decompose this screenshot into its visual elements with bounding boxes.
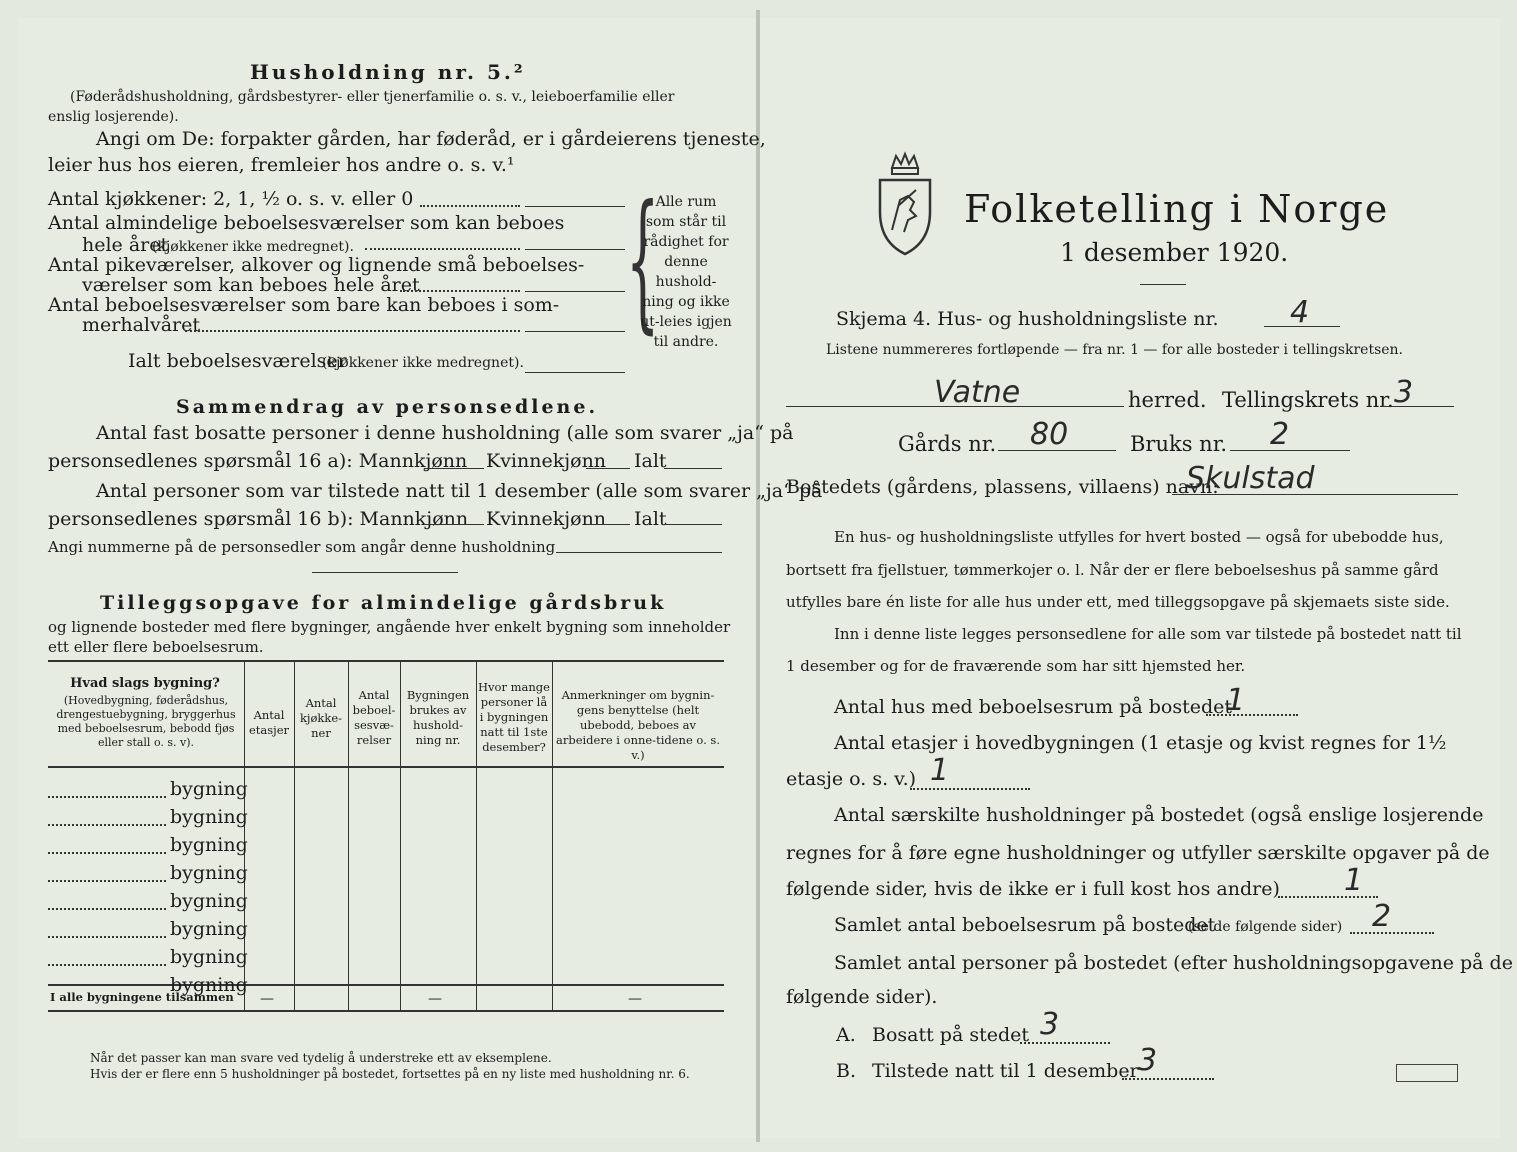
header-remarks: Anmerkninger om bygnin-gens benyttelse (helt ubebodd, beboes av arbeidere i onne-tidene o. s. v.): [555, 688, 720, 762]
persons-question-1: Samlet antal personer på bostedet (efter husholdningsopgavene på de: [834, 952, 1513, 974]
brace-symbol: {: [626, 174, 660, 348]
households-line[interactable]: [1278, 896, 1378, 898]
total-rooms-note: (kjøkkener ikke medregnet).: [322, 355, 524, 371]
paragraph-1a: En hus- og husholdningsliste utfylles for hvert bosted — også for ubebodde hus,: [834, 528, 1444, 546]
summer-dots: [185, 330, 520, 332]
summer-rooms-line-1: Antal beboelsesværelser som bare kan beboes i som-: [48, 294, 560, 316]
building-row-3: bygning: [170, 834, 248, 856]
floors-line[interactable]: [910, 788, 1030, 790]
ordinary-rooms-line-1: Antal almindelige beboelsesværelser som kan beboes: [48, 212, 565, 234]
numbering-instruction: Listene nummereres fortløpende — fra nr. 1 — for alle bosteder i tellingskretsen.: [826, 342, 1404, 358]
total-rooms-label: Ialt beboelsesværelser: [128, 350, 347, 372]
rooms-total-line[interactable]: [1350, 932, 1434, 934]
present-male-line[interactable]: [424, 524, 484, 525]
bosted-label: Bostedets (gårdens, plassens, villaens) navn:: [786, 476, 1219, 498]
maid-dots: [400, 290, 520, 292]
maid-answer-line[interactable]: [525, 291, 625, 292]
table-total-border: [48, 984, 724, 986]
row-dots-4[interactable]: [48, 880, 166, 882]
header-persons: Hvor mange personer lå i bygningen natt til 1ste desember?: [478, 680, 550, 754]
resident-value[interactable]: 3: [1040, 1007, 1060, 1042]
buildings-table: [48, 660, 724, 1010]
households-question-2: regnes for å føre egne husholdninger og utfyller særskilte opgaver på de: [786, 842, 1490, 864]
row-dots-2[interactable]: [48, 824, 166, 826]
summary-title: Sammendrag av personsedlene.: [176, 396, 599, 418]
title-divider: [1140, 284, 1186, 285]
herred-label: herred.: [1128, 388, 1207, 412]
paragraph-1b: bortsett fra fjellstuer, tømmerkojer o. l. Når der er flere beboelseshus på samme gård: [786, 561, 1439, 579]
resident-male-line[interactable]: [424, 468, 484, 469]
table-header-border: [48, 766, 724, 768]
building-row-1: bygning: [170, 778, 248, 800]
col-divider-4: [400, 660, 401, 1010]
gards-value[interactable]: 80: [1030, 417, 1069, 452]
row-dots-1[interactable]: [48, 796, 166, 798]
summary-line-3: Antal personer som var tilstede natt til 1 desember (alle som svarer „ja“ på: [96, 480, 823, 502]
household-title: Husholdning nr. 5.²: [250, 60, 526, 84]
maid-rooms-line-1: Antal pikeværelser, alkover og lignende små beboelses-: [48, 254, 585, 276]
houses-value[interactable]: 1: [1226, 683, 1246, 718]
ordinary-rooms-line-2: hele året: [82, 234, 169, 256]
numbers-answer-line[interactable]: [556, 552, 722, 553]
total-buildings-label: I alle bygningene tilsammen: [50, 990, 234, 1004]
row-dots-3[interactable]: [48, 852, 166, 854]
printer-stamp-icon: [1396, 1064, 1458, 1082]
ordinary-rooms-note: (kjøkkener ikke medregnet).: [152, 239, 354, 255]
summary-line-2b: Kvinnekjønn: [486, 450, 607, 472]
present-label: Tilstede natt til 1 desember: [872, 1060, 1139, 1082]
rooms-total-question: Samlet antal beboelsesrum på bostedet: [834, 914, 1216, 936]
section-divider: [312, 572, 458, 573]
bruks-line[interactable]: [1230, 450, 1350, 451]
total-floors-dash: —: [260, 991, 274, 1007]
total-used-dash: —: [428, 991, 442, 1007]
ordinary-dots: [365, 248, 520, 250]
floors-question-1: Antal etasjer i hovedbygningen (1 etasje og kvist regnes for 1½: [834, 732, 1447, 754]
intro-paren-2: enslig losjerende).: [48, 109, 179, 125]
persons-question-2: følgende sider).: [786, 986, 938, 1008]
list-number-value[interactable]: 4: [1290, 295, 1310, 330]
farm-line-1: og lignende bosteder med flere bygninger, angående hver enkelt bygning som inneholder: [48, 618, 731, 636]
rooms-total-value[interactable]: 2: [1372, 899, 1392, 934]
table-bottom-border: [48, 1010, 724, 1012]
summary-line-2a: personsedlenes spørsmål 16 a): Mannkjønn: [48, 450, 468, 472]
summary-line-1: Antal fast bosatte personer i denne husholdning (alle som svarer „ja“ på: [96, 422, 794, 444]
row-dots-7[interactable]: [48, 964, 166, 966]
col-divider-3: [348, 660, 349, 1010]
krets-value[interactable]: 3: [1394, 375, 1414, 410]
herred-value[interactable]: Vatne: [934, 375, 1021, 410]
building-row-5: bygning: [170, 890, 248, 912]
households-value[interactable]: 1: [1344, 863, 1364, 898]
resident-line[interactable]: [1020, 1042, 1110, 1044]
row-dots-6[interactable]: [48, 936, 166, 938]
present-letter: B.: [836, 1060, 857, 1082]
header-floors: Antal etasjer: [248, 708, 290, 737]
houses-question: Antal hus med beboelsesrum på bostedet: [834, 696, 1233, 718]
total-remarks-dash: —: [628, 991, 642, 1007]
skjema-label: Skjema 4. Hus- og husholdningsliste nr.: [836, 308, 1219, 330]
kitchens-answer-line[interactable]: [525, 206, 625, 207]
bosted-value[interactable]: Skulstad: [1186, 461, 1315, 496]
total-rooms-answer-line[interactable]: [525, 372, 625, 373]
building-row-8: bygning: [170, 974, 248, 996]
resident-total-line[interactable]: [664, 468, 722, 469]
floors-question-2: etasje o. s. v.): [786, 768, 917, 790]
households-question-3: følgende sider, hvis de ikke er i full kost hos andre): [786, 878, 1280, 900]
header-building-type: Hvad slags bygning?: [70, 676, 220, 691]
page-fold: [756, 10, 760, 1142]
ask-line-1: Angi om De: forpakter gården, har føderåd, er i gårdeierens tjeneste,: [96, 128, 766, 150]
footnote-2: Hvis der er flere enn 5 husholdninger på bostedet, fortsettes på en ny liste med husholdning nr. 6.: [90, 1067, 690, 1081]
krets-line[interactable]: [1382, 406, 1454, 407]
present-line[interactable]: [1122, 1078, 1214, 1080]
farm-title: Tilleggsopgave for almindelige gårdsbruk: [100, 592, 667, 614]
col-divider-2: [294, 660, 295, 1010]
summary-line-4a: personsedlenes spørsmål 16 b): Mannkjønn: [48, 508, 469, 530]
census-date: 1 desember 1920.: [1060, 238, 1289, 267]
building-row-7: bygning: [170, 946, 248, 968]
paragraph-1c: utfylles bare én liste for alle hus under ett, med tilleggsopgave på skjemaets siste side.: [786, 593, 1450, 611]
building-row-6: bygning: [170, 918, 248, 940]
kitchens-dots: [420, 205, 520, 207]
summer-rooms-line-2: merhalvåret: [82, 314, 201, 336]
bruks-label: Bruks nr.: [1130, 432, 1228, 456]
kitchens-question: Antal kjøkkener: 2, 1, ½ o. s. v. eller 0: [48, 188, 414, 210]
krets-label: Tellingskrets nr.: [1222, 388, 1394, 412]
summer-answer-line[interactable]: [525, 331, 625, 332]
col-divider-6: [552, 660, 553, 1010]
header-building-type-note: (Hovedbygning, føderådshus, drengestuebygning, bryggerhus med beboelsesrum, bebodd fjøs eller stall o. s. v).: [56, 694, 236, 749]
header-used-by: Bygningen brukes av hushold-ning nr.: [406, 688, 470, 747]
farm-line-2: ett eller flere beboelsesrum.: [48, 638, 264, 656]
building-row-2: bygning: [170, 806, 248, 828]
resident-female-line[interactable]: [586, 468, 630, 469]
paragraph-2b: 1 desember og for de fraværende som har sitt hjemsted her.: [786, 657, 1246, 675]
summary-line-4b: Kvinnekjønn: [486, 508, 607, 530]
households-question-1: Antal særskilte husholdninger på bostedet (også enslige losjerende: [834, 804, 1484, 826]
side-note: Alle rum som står til rådighet for denne hushold-ning og ikke ut-leies igjen til andre.: [640, 194, 732, 350]
header-rooms: Antal beboel-sesvæ-relser: [352, 688, 396, 747]
resident-letter: A.: [836, 1024, 856, 1046]
col-divider-5: [476, 660, 477, 1010]
rooms-total-note: (se de følgende sider): [1188, 919, 1343, 935]
ordinary-answer-line[interactable]: [525, 249, 625, 250]
floors-value[interactable]: 1: [930, 753, 950, 788]
houses-line[interactable]: [1206, 714, 1298, 716]
footnote-1: Når det passer kan man svare ved tydelig å understreke ett av eksemplene.: [90, 1051, 552, 1065]
gards-label: Gårds nr.: [898, 432, 997, 456]
present-total-line[interactable]: [664, 524, 722, 525]
present-value[interactable]: 3: [1138, 1043, 1158, 1078]
resident-label: Bosatt på stedet: [872, 1024, 1029, 1046]
building-row-4: bygning: [170, 862, 248, 884]
paragraph-2a: Inn i denne liste legges personsedlene for alle som var tilstede på bostedet natt til: [834, 625, 1462, 643]
intro-paren-1: (Føderådshusholdning, gårdsbestyrer- eller tjenerfamilie o. s. v., leieboerfamilie eller: [70, 89, 675, 105]
present-female-line[interactable]: [586, 524, 630, 525]
norwegian-coat-of-arms-icon: [870, 150, 940, 260]
numbers-label: Angi nummerne på de personsedler som angår denne husholdning: [48, 538, 556, 556]
census-title: Folketelling i Norge: [964, 187, 1390, 231]
row-dots-5[interactable]: [48, 908, 166, 910]
bruks-value[interactable]: 2: [1270, 417, 1290, 452]
maid-rooms-line-2: værelser som kan beboes hele året: [82, 274, 420, 296]
header-kitchens: Antal kjøkke-ner: [299, 696, 343, 740]
summary-line-2c: Ialt: [634, 450, 667, 472]
summary-line-4c: Ialt: [634, 508, 667, 530]
ask-line-2: leier hus hos eieren, fremleier hos andre o. s. v.¹: [48, 154, 515, 176]
table-top-border: [48, 660, 724, 662]
